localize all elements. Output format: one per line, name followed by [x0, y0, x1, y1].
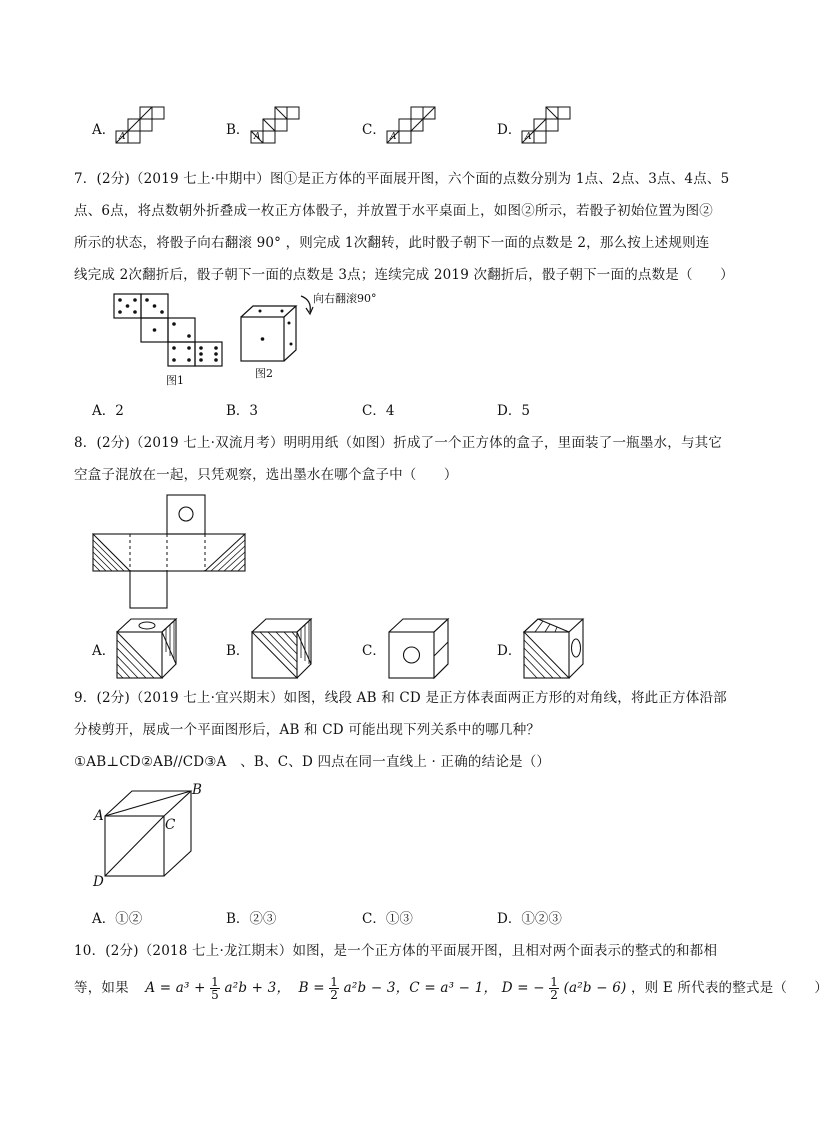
- q7-dice-net-figure: [113, 293, 225, 368]
- q7-option-a[interactable]: A．2: [92, 403, 124, 419]
- q10-expr-b-tail: a²b − 3，C = a³ − 1，: [343, 980, 498, 996]
- q9-cube-figure: [104, 790, 194, 880]
- q10-expr-a: A = a³ +: [145, 980, 206, 996]
- q7-text-line1: 7．(2分)（2019 七上·中期中）图①是正方体的平面展开图，六个面的点数分别为 1点、2点、3点、4点、5: [74, 171, 730, 187]
- q10-frac-b: $\frac{1}{2}$: [330, 975, 339, 1002]
- q10-prefix: 等，如果: [74, 980, 129, 996]
- q7-fig1-caption: 图1: [166, 374, 184, 387]
- q9-option-d[interactable]: D．①②③: [497, 911, 562, 927]
- q8-cube-b: [251, 618, 313, 680]
- q7-text-line4: 线完成 2次翻折后，骰子朝下一面的点数是 3点；连续完成 2019 次翻折后，骰子朝下一面的点数是（ ）: [74, 267, 734, 283]
- q6-face-label-b: A: [254, 132, 261, 142]
- q6-option-d[interactable]: D．: [497, 122, 522, 138]
- q7-option-b[interactable]: B．3: [226, 403, 259, 419]
- q6-option-a[interactable]: A．: [92, 122, 116, 138]
- q10-expr-b: B =: [298, 980, 325, 996]
- q8-box-net-figure: [92, 494, 247, 610]
- q9-text-line1: 9．(2分)（2019 七上·宜兴期末）如图，线段 AB 和 CD 是正方体表面两正方形的对角线，将此正方体沿部: [74, 690, 727, 706]
- q6-face-label-d: A: [525, 132, 532, 142]
- q7-die-cube-figure: [240, 305, 300, 363]
- q9-label-d: D: [93, 874, 104, 890]
- q10-expr-a-tail: a²b + 3，: [224, 980, 291, 996]
- q8-text-line1: 8．(2分)（2019 七上·双流月考）明明用纸（如图）折成了一个正方体的盒子，里面装了一瓶墨水，与其它: [74, 435, 723, 451]
- q9-option-b[interactable]: B．②③: [226, 911, 277, 927]
- q9-text-line3: ①AB⊥CD②AB//CD③A 、B、C、D 四点在同一直线上 · 正确的结论是（）: [74, 754, 551, 770]
- q9-label-a: A: [94, 808, 104, 824]
- q10-frac-d: $\frac{1}{2}$: [550, 975, 559, 1002]
- q6-face-label-a: A: [119, 132, 126, 142]
- q10-frac-a: $\frac{1}{5}$: [211, 975, 219, 1002]
- q10-expr-d-tail: (a²b − 6): [563, 980, 627, 996]
- q8-cube-a: [116, 618, 178, 680]
- q7-fig2-caption: 图2: [255, 367, 273, 380]
- q7-roll-label: 向右翻滚90°: [313, 292, 377, 305]
- q9-label-c: C: [165, 817, 176, 833]
- q9-option-a[interactable]: A．①②: [92, 911, 143, 927]
- q8-option-b[interactable]: B．: [226, 643, 250, 659]
- q10-suffix: ，则 E 所代表的整式是（ ）: [630, 980, 828, 996]
- q7-option-d[interactable]: D．5: [497, 403, 530, 419]
- q8-option-c[interactable]: C．: [362, 643, 386, 659]
- q9-text-line2: 分棱剪开，展成一个平面图形后，AB 和 CD 可能出现下列关系中的哪几种？: [74, 722, 541, 738]
- q8-text-line2: 空盒子混放在一起，只凭观察，选出墨水在哪个盒子中（ ）: [74, 467, 458, 483]
- q6-option-c[interactable]: C．: [362, 122, 386, 138]
- q7-option-c[interactable]: C．4: [362, 403, 395, 419]
- q8-option-d[interactable]: D．: [497, 643, 522, 659]
- q9-option-c[interactable]: C．①③: [362, 911, 413, 927]
- q10-text-line2: [74, 976, 828, 1001]
- q6-option-b[interactable]: B．: [226, 122, 250, 138]
- q10-expr-d: D = −: [501, 980, 545, 996]
- q7-text-line2: 点、6点，将点数朝外折叠成一枚正方体骰子，并放置于水平桌面上，如图②所示，若骰子初始位置为图②: [74, 203, 713, 219]
- q8-cube-d: [523, 618, 585, 680]
- q8-option-a[interactable]: A．: [92, 643, 116, 659]
- q10-text-line1: 10．(2分)（2018 七上·龙江期末）如图，是一个正方体的平面展开图，且相对两个面表示的整式的和都相: [74, 943, 718, 959]
- q9-label-b: B: [192, 782, 202, 798]
- q8-cube-c: [388, 618, 450, 680]
- q7-text-line3: 所示的状态，将骰子向右翻滚 90° ，则完成 1次翻转，此时骰子朝下一面的点数是 2，那么按上述规则连: [74, 235, 710, 251]
- q6-face-label-c: A: [390, 132, 397, 142]
